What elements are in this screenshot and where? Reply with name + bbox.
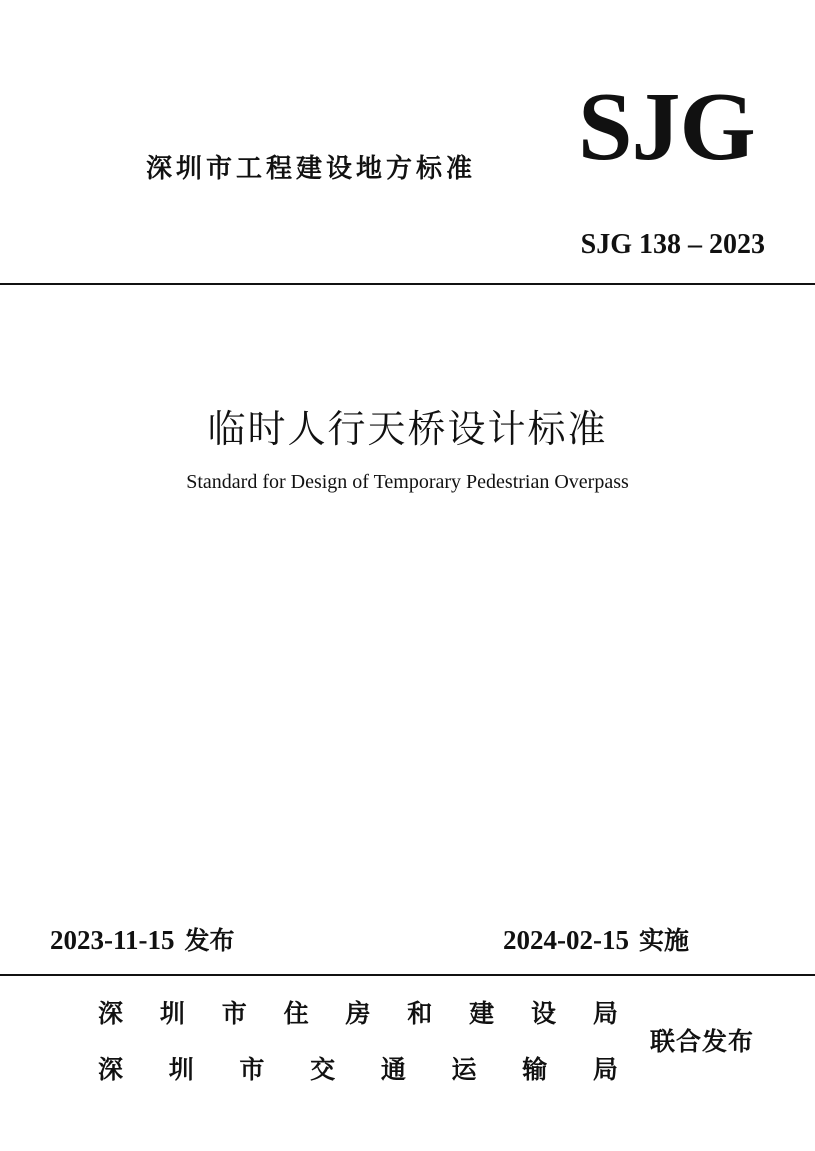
- issuer-char: 设: [531, 999, 557, 1028]
- document-title-english: Standard for Design of Temporary Pedestrian Overpass: [186, 471, 629, 493]
- issuer-char: 建: [469, 999, 495, 1028]
- issuer-char: 局: [592, 999, 618, 1028]
- issuer-char: 输: [522, 1055, 548, 1084]
- issue-date: 2023-11-15: [50, 925, 175, 955]
- series-code-logo: SJG: [578, 73, 755, 181]
- issuer-char: 局: [592, 1055, 618, 1084]
- implementation-label: 实施: [638, 926, 689, 955]
- issuer-char: 和: [407, 999, 433, 1028]
- implementation-date: 2024-02-15: [503, 925, 629, 955]
- series-title: 深圳市工程建设地方标准: [146, 154, 477, 184]
- issuer-char: 房: [345, 999, 371, 1028]
- issuer-char: 运: [451, 1055, 477, 1084]
- top-divider: [0, 283, 815, 285]
- bottom-divider: [0, 974, 815, 976]
- issuer-char: 交: [310, 1055, 336, 1084]
- issuer-char: 住: [283, 999, 309, 1028]
- document-title-chinese: 临时人行天桥设计标准: [207, 407, 608, 451]
- issue-date-line: [50, 921, 235, 957]
- joint-issue-label: 联合发布: [650, 1027, 755, 1056]
- issuer-char: 圳: [159, 999, 185, 1028]
- issuer-char: 市: [239, 1055, 265, 1084]
- standard-number: SJG 138 – 2023: [580, 229, 765, 260]
- issuer-housing-bureau: [98, 994, 618, 1030]
- issuer-char: 圳: [168, 1055, 194, 1084]
- issuer-char: 深: [98, 999, 124, 1028]
- issuer-transport-bureau: [98, 1050, 618, 1086]
- issuer-char: 市: [221, 999, 247, 1028]
- implementation-date-line: [503, 921, 689, 957]
- issuer-char: 通: [380, 1055, 406, 1084]
- issuer-char: 深: [98, 1055, 124, 1084]
- issue-label: 发布: [184, 926, 235, 955]
